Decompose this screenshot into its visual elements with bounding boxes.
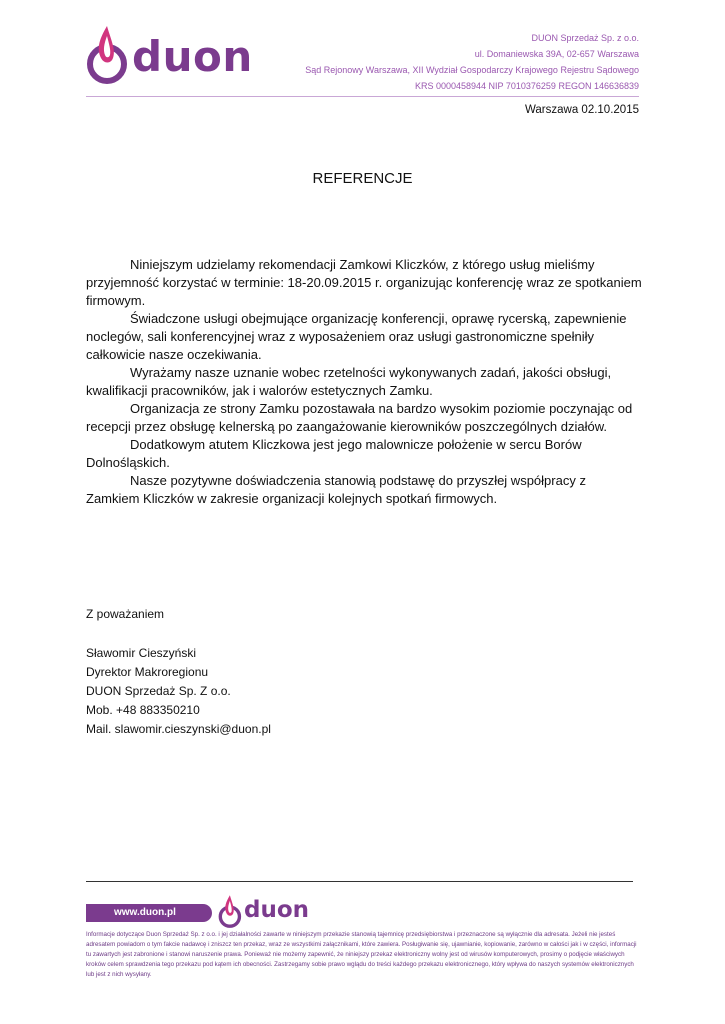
closing-phrase: Z poważaniem	[86, 607, 165, 621]
signer-position: Dyrektor Makroregionu	[86, 665, 209, 679]
company-name: DUON Sprzedaż Sp. z o.o.	[531, 33, 639, 43]
paragraph: Dodatkowym atutem Kliczkowa jest jego malownicze położenie w sercu Borów Dolnośląskich.	[86, 437, 582, 470]
signer-mobile: Mob. +48 883350210	[86, 703, 200, 717]
website-link[interactable]: www.duon.pl	[86, 904, 212, 922]
paragraph: Nasze pozytywne doświadczenia stanowią podstawę do przyszłej współpracy z Zamkiem Kliczków w zakresie organizacji kolejnych spotkań firmowych.	[86, 473, 586, 506]
document-date: Warszawa 02.10.2015	[524, 104, 639, 116]
logo-wordmark: duon	[132, 32, 253, 81]
document-title: REFERENCJE	[312, 170, 413, 187]
legal-disclaimer: Informacje dotyczące Duon Sprzedaż Sp. z o.o. i jej działalności zawarte w niniejszym przekazie stanowią tajemnicę przedsiębiorstwa i przeznaczone są wyłącznie dla adresata. Jeżeli nie jesteś adresatem powiadom o tym fakcie nadawcę i zniszcz ten przekaz, wraz ze wszystkimi załącznikami, które zawiera. Posługiwanie się, ujawnianie, kopiowanie, zarówno w całości jak i w części, informacji tu zawartych jest zabronione i stanowi naruszenie prawa. Ponieważ nie możemy zapewnić, że niniejszy przekaz elektroniczny wolny jest od wirusów komputerowych, prosimy o podjęcie właściwych kroków celem sprawdzenia tego przekazu pod kątem ich obecności. Zastrzegamy sobie prawo wglądu do treści każdego przekazu elektronicznego, który wpływa do naszych systemów elektronicznych lub jest z nich wysyłany.	[86, 931, 637, 978]
signer-name: Sławomir Cieszyński	[86, 646, 197, 660]
flame-drop-icon	[218, 893, 244, 929]
letter-body	[86, 256, 642, 508]
flame-drop-icon	[86, 22, 132, 86]
paragraph: Organizacja ze strony Zamku pozostawała na bardzo wysokim poziomie poczynając od recepcji przez obsługę kelnerską po zaangażowanie kierowników poszczególnych działów.	[86, 401, 633, 434]
paragraph: Niniejszym udzielamy rekomendacji Zamkowi Kliczków, z którego usług mieliśmy przyjemność korzystać w terminie: 18-20.09.2015 r. organizując konferencję wraz ze spotkaniem firmowym.	[86, 257, 642, 308]
signature-block	[86, 644, 271, 739]
signer-email: Mail. slawomir.cieszynski@duon.pl	[86, 722, 271, 736]
header-divider	[86, 96, 639, 97]
footer-divider	[86, 881, 633, 882]
company-info	[305, 30, 639, 94]
company-registry: KRS 0000458944 NIP 7010376259 REGON 146636839	[414, 81, 639, 91]
paragraph: Wyrażamy nasze uznanie wobec rzetelności wykonywanych zadań, jakości obsługi, kwalifikacji pracowników, jak i walorów estetycznych Zamku.	[86, 365, 612, 398]
signer-company: DUON Sprzedaż Sp. Z o.o.	[86, 684, 231, 698]
footer-logo	[218, 893, 318, 929]
company-logo	[86, 22, 253, 86]
footer-logo-wordmark: duon	[244, 897, 310, 923]
company-court: Sąd Rejonowy Warszawa, XII Wydział Gospodarczy Krajowego Rejestru Sądowego	[305, 65, 639, 75]
paragraph: Świadczone usługi obejmujące organizację konferencji, oprawę rycerską, zapewnienie noclegów, sali konferencyjnej wraz z wyposażeniem oraz usługi gastronomiczne spełniły całkowicie nasze oczekiwania.	[86, 311, 627, 362]
company-address: ul. Domaniewska 39A, 02-657 Warszawa	[474, 49, 639, 59]
